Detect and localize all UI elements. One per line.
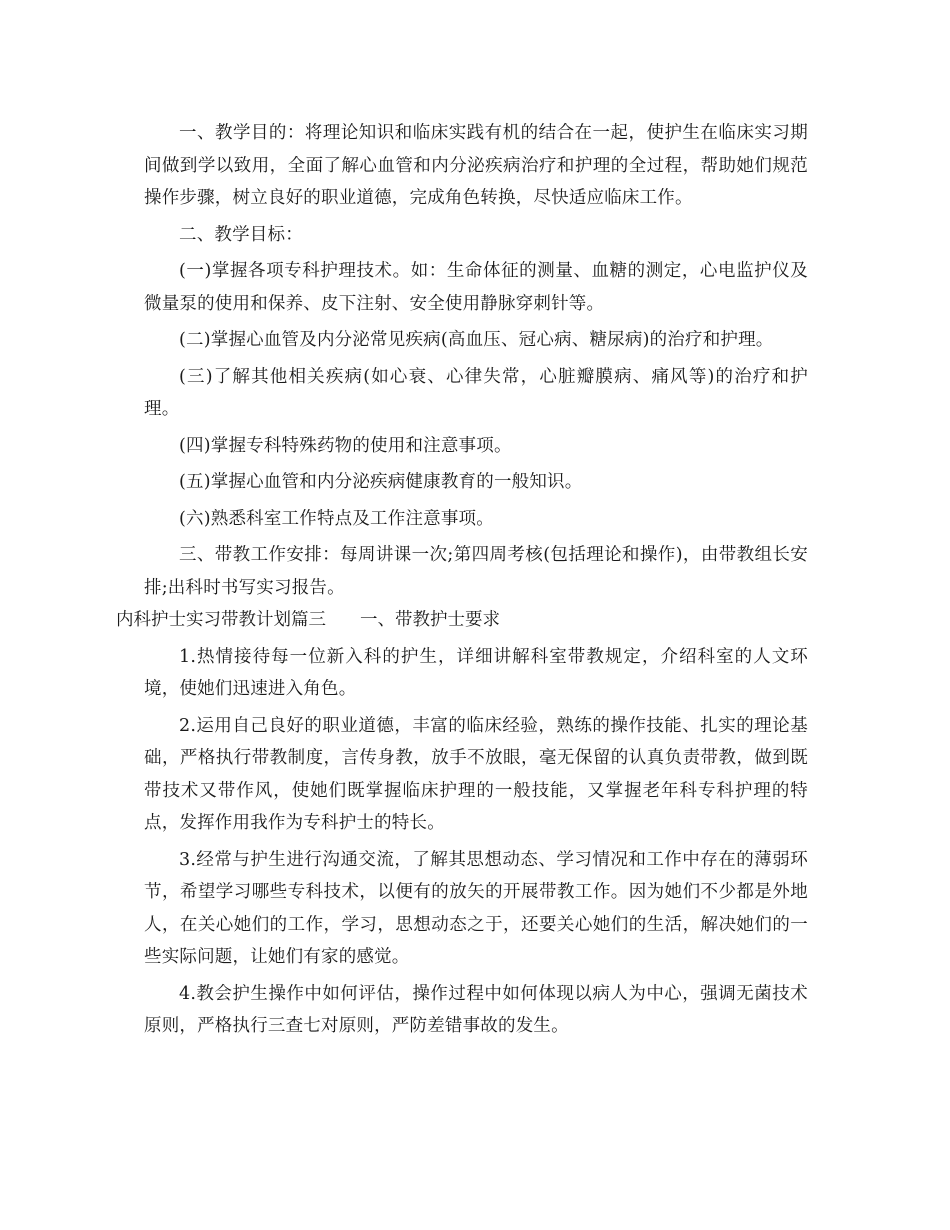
paragraph-goal-6: (六)熟悉科室工作特点及工作注意事项。 [179, 508, 494, 529]
paragraph-teaching-goals-heading: 二、教学目标： [179, 224, 303, 245]
paragraph-requirement-1: 1.热情接待每一位新入科的护生，详细讲解科室带教规定，介绍科室的人文环境，使她们迅速进入角色。 [144, 646, 808, 699]
plan-title: 内科护士实习带教计划篇三 [116, 610, 326, 630]
paragraph-requirement-2: 2.运用自己良好的职业道德，丰富的临床经验，熟练的操作技能、扎实的理论基础，严格执行带教制度，言传身教，放手不放眼，毫无保留的认真负责带教，做到既带技术又带作风，使她们既掌握临床护理的一般技能，又掌握老年科专科护理的特点，发挥作用我作为专科护士的特长。 [144, 715, 808, 833]
paragraph-goal-3: (三)了解其他相关疾病(如心衰、心律失常，心脏瓣膜病、痛风等)的治疗和护理。 [144, 366, 808, 419]
section-title: 一、带教护士要求 [360, 610, 500, 630]
paragraph-requirement-4: 4.教会护生操作中如何评估，操作过程中如何体现以病人为中心，强调无菌技术原则，严格执行三查七对原则，严防差错事故的发生。 [144, 983, 808, 1036]
paragraph-goal-4: (四)掌握专科特殊药物的使用和注意事项。 [179, 435, 512, 456]
paragraph-requirement-3: 3.经常与护生进行沟通交流，了解其思想动态、学习情况和工作中存在的薄弱环节，希望学习哪些专科技术，以便有的放矢的开展带教工作。因为她们不少都是外地人，在关心她们的工作，学习，思想动态之于，还要关心她们的生活，解决她们的一些实际问题，让她们有家的感觉。 [144, 849, 808, 967]
paragraph-goal-5: (五)掌握心血管和内分泌疾病健康教育的一般知识。 [179, 472, 583, 492]
document-page [116, 117, 808, 1043]
paragraph-goal-2: (二)掌握心血管及内分泌常见疾病(高血压、冠心病、糖尿病)的治疗和护理。 [179, 330, 774, 350]
paragraph-goal-1: (一)掌握各项专科护理技术。如：生命体征的测量、血糖的测定，心电监护仪及微量泵的使用和保养、皮下注射、安全使用静脉穿刺针等。 [144, 261, 808, 314]
paragraph-teaching-arrangement: 三、带教工作安排：每周讲课一次;第四周考核(包括理论和操作)，由带教组长安排;出科时书写实习报告。 [144, 545, 808, 598]
paragraph-teaching-purpose: 一、教学目的：将理论知识和临床实践有机的结合在一起，使护生在临床实习期间做到学以致用，全面了解心血管和内分泌疾病治疗和护理的全过程，帮助她们规范操作步骤，树立良好的职业道德，完成角色转换，尽快适应临床工作。 [144, 123, 808, 208]
section-heading-line [116, 604, 808, 637]
